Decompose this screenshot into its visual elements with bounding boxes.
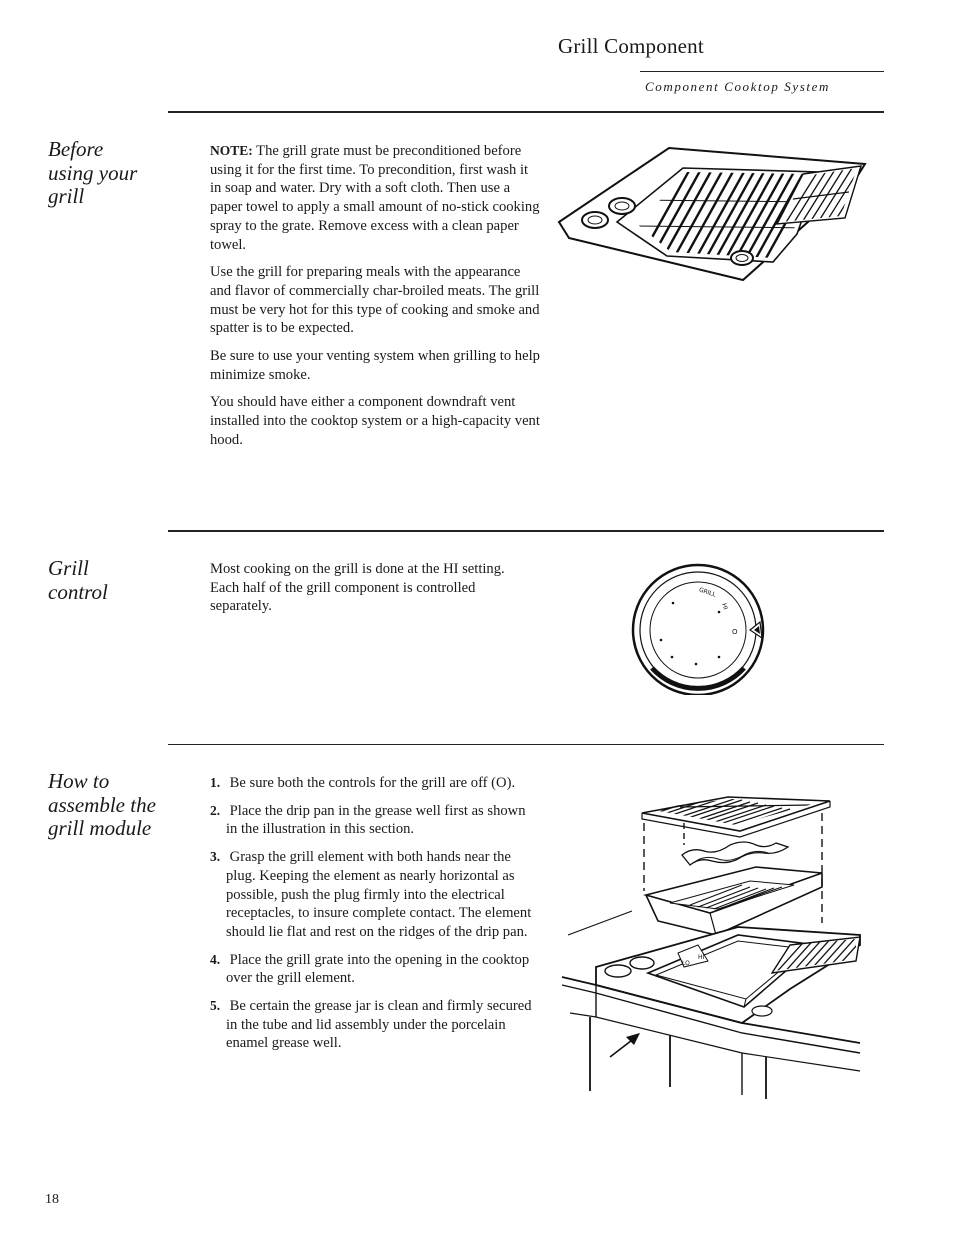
section-heading-assemble xyxy=(48,770,166,841)
heading-line: using your xyxy=(48,160,138,185)
heading-line: grill module xyxy=(48,816,152,840)
note-label: NOTE: xyxy=(210,143,253,158)
header-rule xyxy=(640,71,884,72)
body-paragraph: You should have either a component downdraft vent installed into the cooktop system or a high-capacity vent hood. xyxy=(210,394,540,448)
section-heading-grill-control xyxy=(48,557,166,604)
page-title: Grill Component xyxy=(558,34,704,58)
heading-line: grill xyxy=(48,184,85,208)
step-number: 3. xyxy=(210,849,221,865)
step-text: Grasp the grill element with both hands near the plug. Keeping the element as nearly horizontal as possible, push the plug firmly into the electrical receptacles, to insure complete contact. The element should lie flat and rest on the ridges of the drip pan. xyxy=(226,849,532,940)
heading-line: Grill xyxy=(48,556,89,580)
step-number: 2. xyxy=(210,802,221,818)
section-heading-before-using xyxy=(48,138,166,209)
note-paragraph xyxy=(210,142,542,254)
step-text: Be sure both the controls for the grill are off (O). xyxy=(226,775,516,791)
grill-control-knob-illustration xyxy=(628,560,770,695)
section-divider xyxy=(168,530,884,532)
knob-label-hi: HI xyxy=(720,602,729,611)
heading-line: Before xyxy=(48,137,104,161)
grill-cooktop-illustration xyxy=(555,140,870,285)
body-paragraph: Be sure to use your venting system when grilling to help minimize smoke. xyxy=(210,348,540,383)
list-item xyxy=(210,997,540,1053)
note-text: The grill grate must be preconditioned before using it for the first time. To precondition, first wash it in soap and water. Dry with a soft cloth. Then use a paper towel to apply a small amount of no-stick cooking spray to the grate. Remove excess with a clean paper towel. xyxy=(210,143,540,253)
section-divider xyxy=(168,744,884,745)
list-item xyxy=(210,802,540,839)
list-item xyxy=(210,951,540,988)
heading-line: How to xyxy=(48,769,110,793)
section-body-assemble xyxy=(210,774,540,1062)
section-body-before-using xyxy=(210,142,542,459)
body-paragraph: Most cooking on the grill is done at the HI setting. Each half of the grill component is controlled separately. xyxy=(210,561,505,615)
body-paragraph: Use the grill for preparing meals with the appearance and flavor of commercially char-broiled meats. The grill must be very hot for this type of cooking and smoke and spatter is to be expected. xyxy=(210,264,540,337)
page-subtitle: Component Cooktop System xyxy=(645,79,830,94)
step-text: Place the drip pan in the grease well first as shown in the illustration in this section. xyxy=(226,802,526,838)
assembly-steps-list xyxy=(210,774,540,1053)
grill-assembly-illustration xyxy=(560,795,870,1100)
list-item xyxy=(210,774,540,793)
step-number: 4. xyxy=(210,951,221,967)
list-item xyxy=(210,848,540,942)
panel-label-lo: LO xyxy=(682,960,690,967)
step-text: Be certain the grease jar is clean and firmly secured in the tube and lid assembly under the porcelain enamel grease well. xyxy=(226,998,532,1052)
panel-label-hi: HI xyxy=(698,954,705,961)
knob-label-off: O xyxy=(732,628,738,636)
heading-line: assemble the xyxy=(48,792,156,817)
step-number: 5. xyxy=(210,998,221,1014)
knob-label-grill: GRILL xyxy=(697,586,717,599)
section-body-grill-control xyxy=(210,560,510,625)
heading-line: control xyxy=(48,579,108,604)
section-divider xyxy=(168,111,884,113)
page-number: 18 xyxy=(45,1192,59,1207)
step-text: Place the grill grate into the opening in the cooktop over the grill element. xyxy=(226,951,530,987)
step-number: 1. xyxy=(210,775,221,790)
